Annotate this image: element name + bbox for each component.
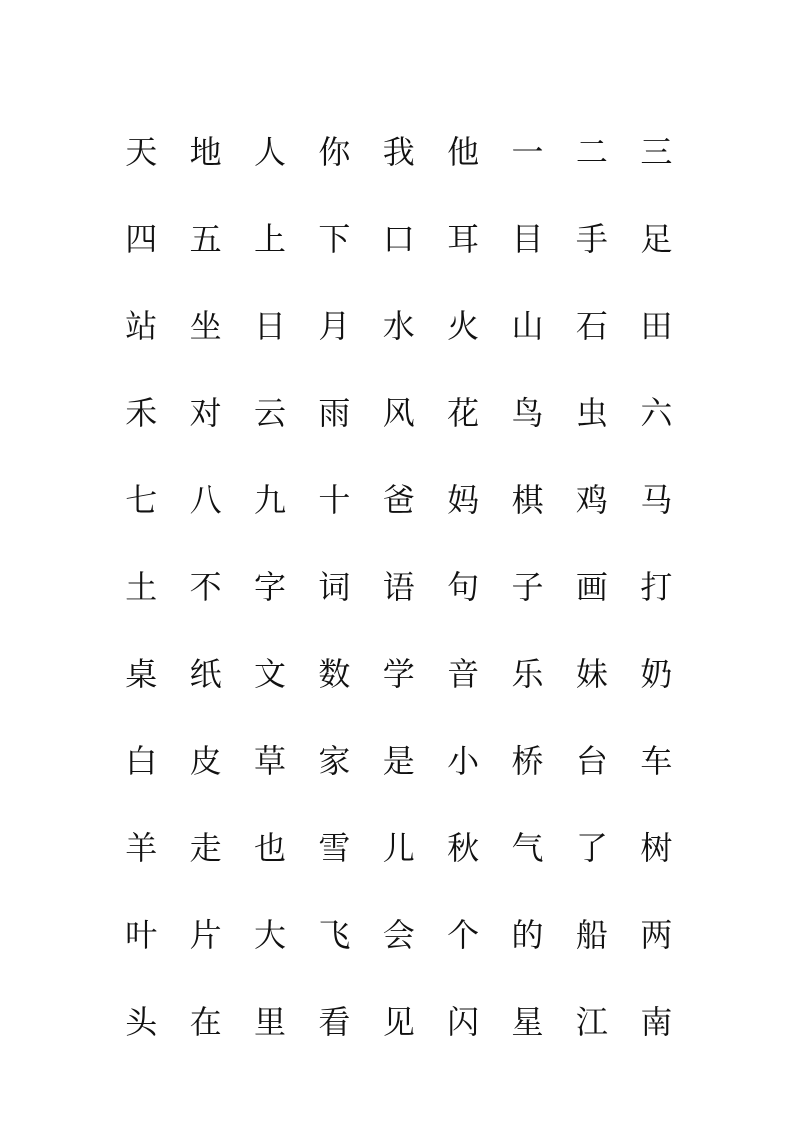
character-cell: 江 <box>575 1002 608 1041</box>
character-row <box>109 891 689 978</box>
character-cell: 船 <box>575 915 608 954</box>
character-cell: 鸡 <box>575 480 608 519</box>
character-cell: 不 <box>189 567 222 606</box>
character-cell: 子 <box>511 567 544 606</box>
character-cell: 纸 <box>189 654 222 693</box>
character-cell: 鸟 <box>511 393 544 432</box>
character-row <box>109 456 689 543</box>
character-cell: 飞 <box>318 915 351 954</box>
character-cell: 水 <box>382 306 415 345</box>
character-cell: 小 <box>447 741 480 780</box>
character-cell: 手 <box>575 219 608 258</box>
character-cell: 目 <box>511 219 544 258</box>
character-cell: 草 <box>253 741 286 780</box>
character-cell: 见 <box>382 1002 415 1041</box>
character-cell: 字 <box>253 567 286 606</box>
character-cell: 上 <box>253 219 286 258</box>
character-cell: 三 <box>640 132 673 171</box>
character-cell: 雪 <box>318 828 351 867</box>
character-row <box>109 630 689 717</box>
character-cell: 气 <box>511 828 544 867</box>
character-grid <box>109 108 689 1065</box>
character-row <box>109 369 689 456</box>
character-cell: 口 <box>382 219 415 258</box>
character-cell: 马 <box>640 480 673 519</box>
character-cell: 田 <box>640 306 673 345</box>
character-cell: 句 <box>447 567 480 606</box>
character-cell: 一 <box>511 132 544 171</box>
character-cell: 树 <box>640 828 673 867</box>
character-row <box>109 108 689 195</box>
character-cell: 下 <box>318 219 351 258</box>
character-cell: 十 <box>318 480 351 519</box>
character-cell: 耳 <box>447 219 480 258</box>
character-cell: 五 <box>189 219 222 258</box>
character-cell: 七 <box>125 480 158 519</box>
character-cell: 南 <box>640 1002 673 1041</box>
character-cell: 学 <box>382 654 415 693</box>
character-row <box>109 543 689 630</box>
character-cell: 土 <box>125 567 158 606</box>
character-cell: 地 <box>189 132 222 171</box>
character-cell: 词 <box>318 567 351 606</box>
character-cell: 二 <box>575 132 608 171</box>
character-cell: 片 <box>189 915 222 954</box>
character-cell: 风 <box>382 393 415 432</box>
character-cell: 棋 <box>511 480 544 519</box>
character-cell: 也 <box>253 828 286 867</box>
character-cell: 羊 <box>125 828 158 867</box>
character-cell: 乐 <box>511 654 544 693</box>
character-cell: 月 <box>318 306 351 345</box>
character-cell: 打 <box>640 567 673 606</box>
character-cell: 人 <box>253 132 286 171</box>
character-cell: 大 <box>253 915 286 954</box>
character-cell: 在 <box>189 1002 222 1041</box>
character-cell: 文 <box>253 654 286 693</box>
character-cell: 六 <box>640 393 673 432</box>
character-cell: 坐 <box>189 306 222 345</box>
character-cell: 了 <box>575 828 608 867</box>
character-cell: 对 <box>189 393 222 432</box>
character-cell: 花 <box>447 393 480 432</box>
character-cell: 画 <box>575 567 608 606</box>
character-cell: 皮 <box>189 741 222 780</box>
character-cell: 山 <box>511 306 544 345</box>
character-cell: 语 <box>382 567 415 606</box>
character-cell: 家 <box>318 741 351 780</box>
character-cell: 秋 <box>447 828 480 867</box>
character-cell: 车 <box>640 741 673 780</box>
character-cell: 白 <box>125 741 158 780</box>
character-cell: 闪 <box>447 1002 480 1041</box>
character-cell: 足 <box>640 219 673 258</box>
character-cell: 个 <box>447 915 480 954</box>
character-cell: 爸 <box>382 480 415 519</box>
character-cell: 雨 <box>318 393 351 432</box>
character-cell: 星 <box>511 1002 544 1041</box>
character-cell: 两 <box>640 915 673 954</box>
character-cell: 桥 <box>511 741 544 780</box>
character-cell: 他 <box>447 132 480 171</box>
character-cell: 儿 <box>382 828 415 867</box>
character-cell: 石 <box>575 306 608 345</box>
character-row <box>109 195 689 282</box>
character-cell: 的 <box>511 915 544 954</box>
character-cell: 里 <box>253 1002 286 1041</box>
character-cell: 奶 <box>640 654 673 693</box>
character-cell: 虫 <box>575 393 608 432</box>
character-cell: 云 <box>253 393 286 432</box>
character-cell: 叶 <box>125 915 158 954</box>
character-cell: 禾 <box>125 393 158 432</box>
character-cell: 会 <box>382 915 415 954</box>
character-row <box>109 282 689 369</box>
character-cell: 八 <box>189 480 222 519</box>
character-cell: 头 <box>125 1002 158 1041</box>
character-cell: 是 <box>382 741 415 780</box>
character-cell: 九 <box>253 480 286 519</box>
character-cell: 妈 <box>447 480 480 519</box>
character-cell: 台 <box>575 741 608 780</box>
character-cell: 天 <box>125 132 158 171</box>
character-cell: 你 <box>318 132 351 171</box>
character-cell: 数 <box>318 654 351 693</box>
character-row <box>109 804 689 891</box>
character-cell: 音 <box>447 654 480 693</box>
character-cell: 日 <box>253 306 286 345</box>
character-cell: 桌 <box>125 654 158 693</box>
character-row <box>109 717 689 804</box>
character-cell: 看 <box>318 1002 351 1041</box>
character-cell: 走 <box>189 828 222 867</box>
character-cell: 火 <box>447 306 480 345</box>
character-row <box>109 978 689 1065</box>
character-cell: 我 <box>382 132 415 171</box>
character-cell: 妹 <box>575 654 608 693</box>
character-cell: 站 <box>125 306 158 345</box>
character-cell: 四 <box>125 219 158 258</box>
